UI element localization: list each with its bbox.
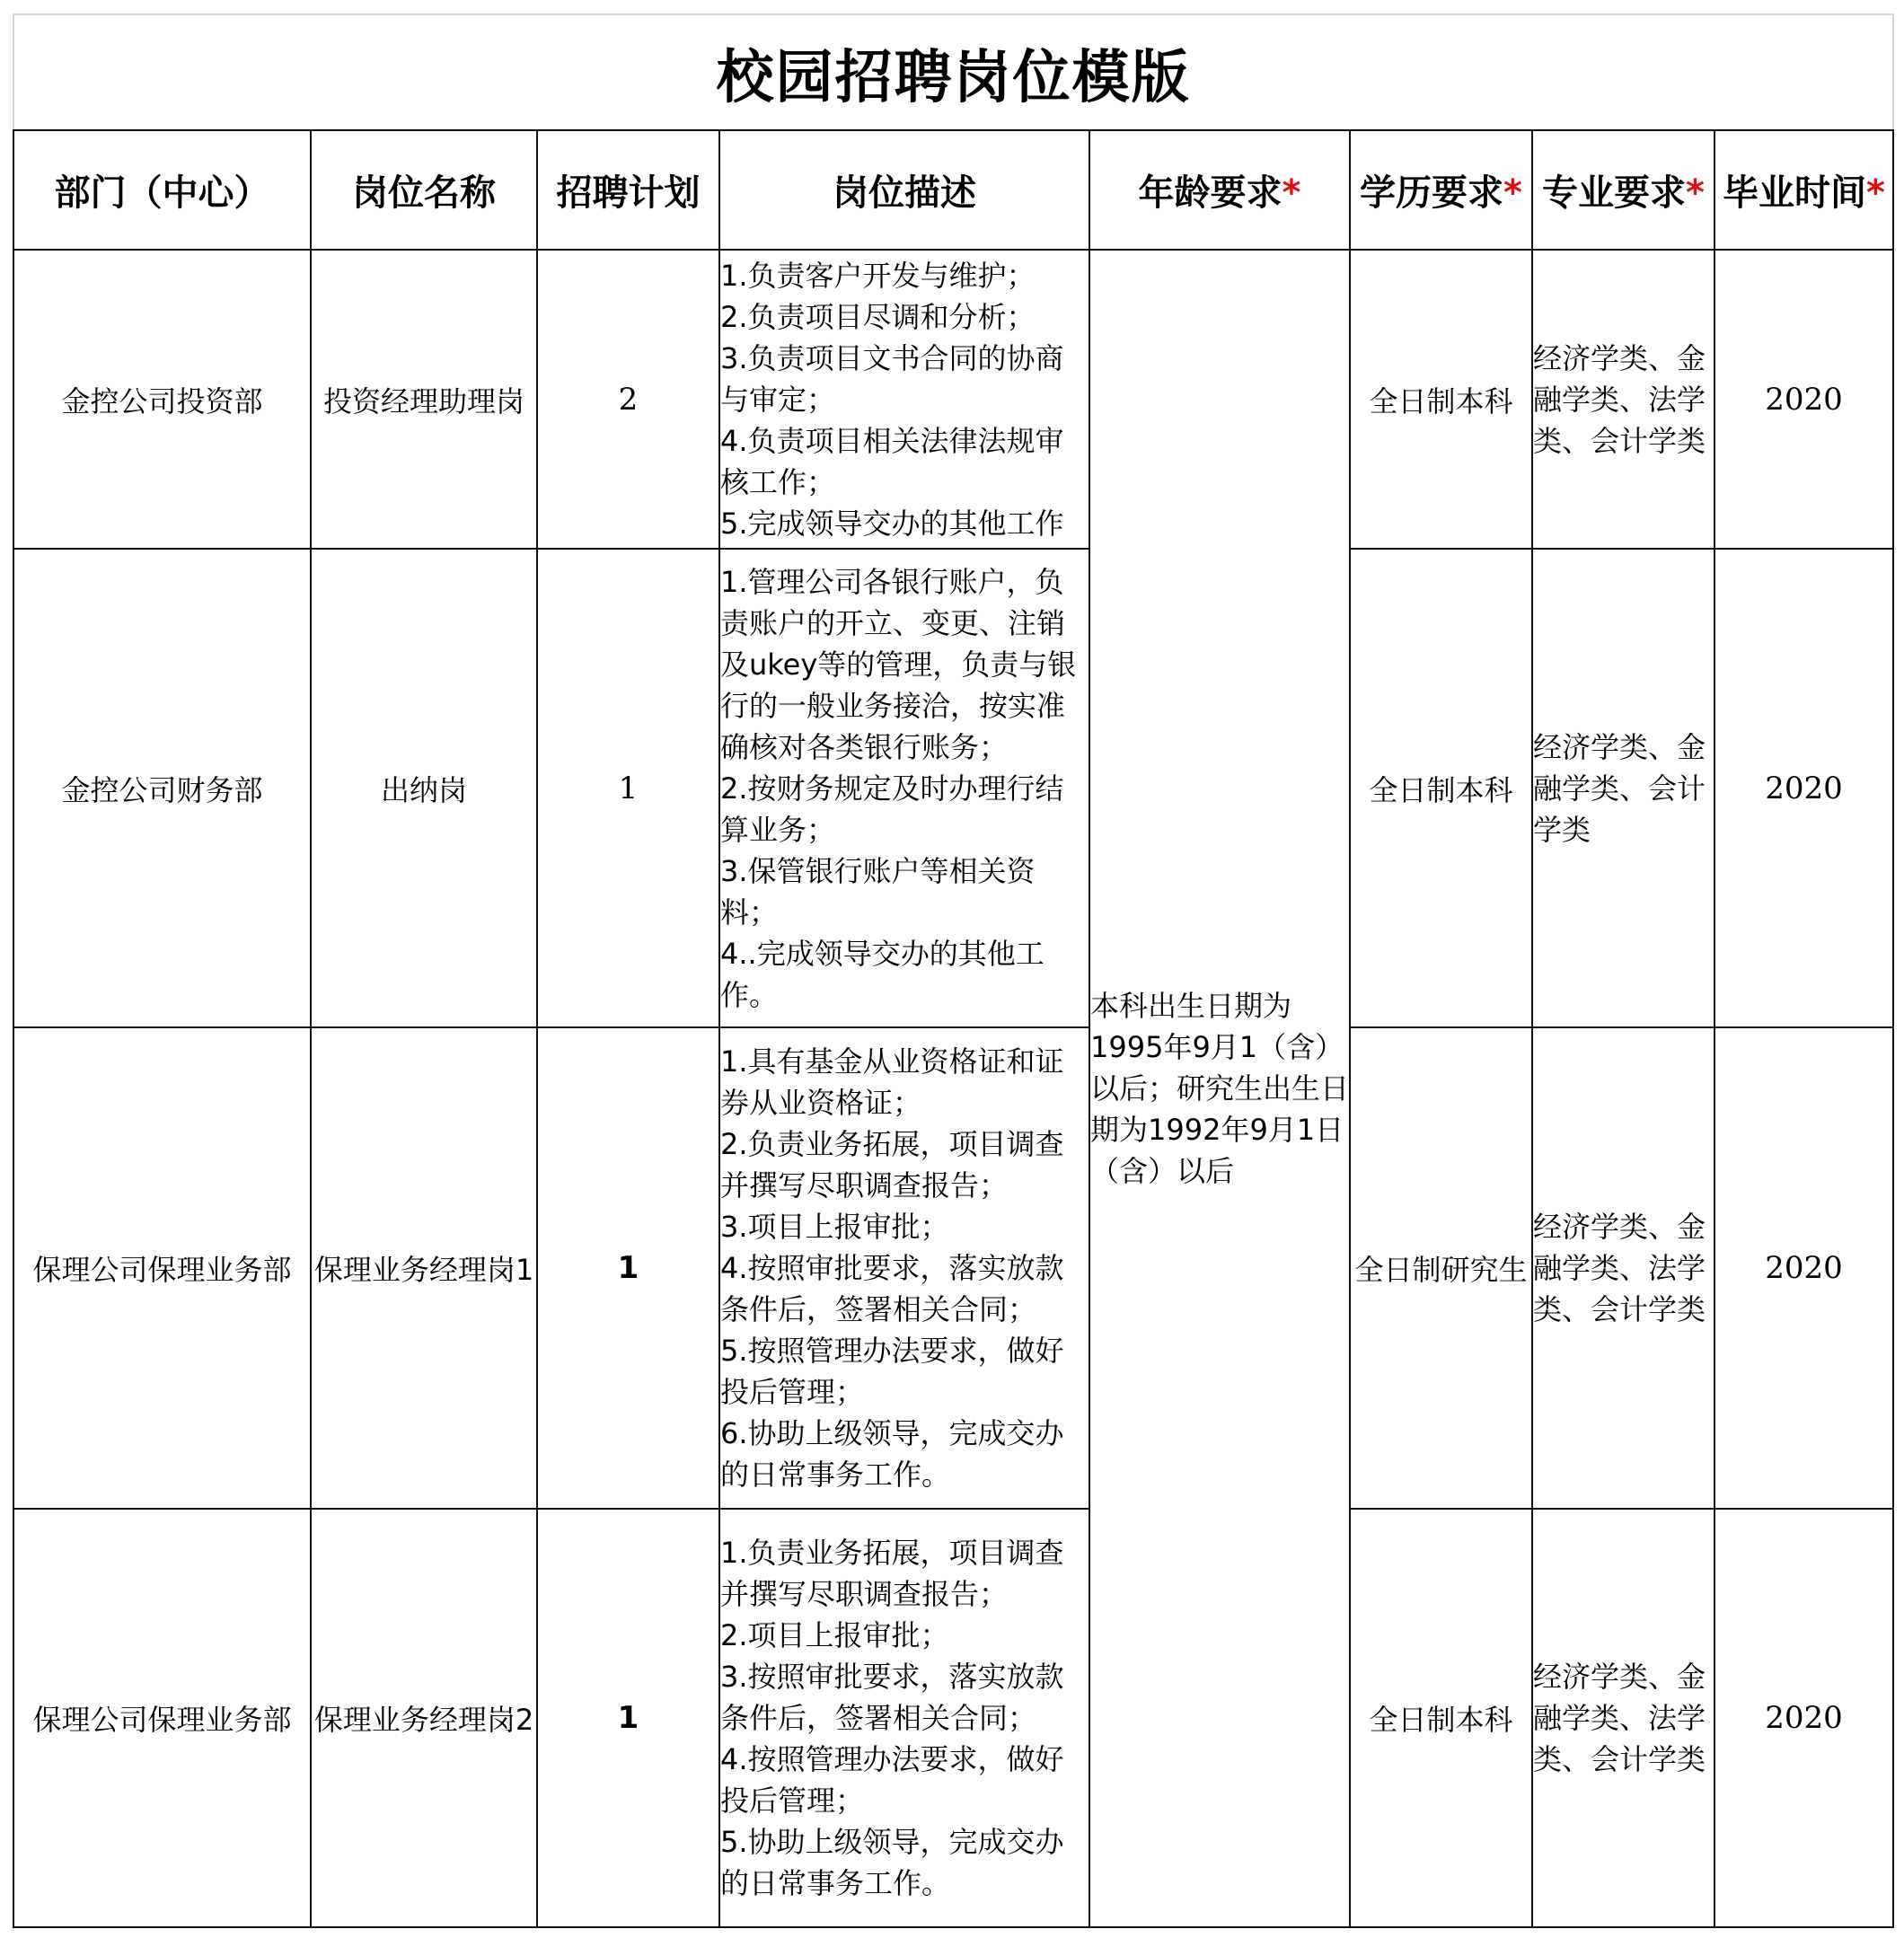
table-row bbox=[13, 1509, 1893, 1927]
description-line: 5.协助上级领导，完成交办的日常事务工作。 bbox=[720, 1825, 1064, 1900]
header-major: 专业要求* bbox=[1532, 130, 1714, 250]
header-graduation: 毕业时间* bbox=[1714, 130, 1893, 250]
position-cell: 投资经理助理岗 bbox=[311, 250, 537, 549]
department-cell: 保理公司保理业务部 bbox=[13, 1027, 311, 1509]
major-cell: 经济学类、金融学类、法学类、会计学类 bbox=[1532, 250, 1714, 549]
major-cell: 经济学类、金融学类、法学类、会计学类 bbox=[1532, 1509, 1714, 1927]
header-plan: 招聘计划 bbox=[537, 130, 719, 250]
graduation-cell: 2020 bbox=[1714, 549, 1893, 1027]
header-department: 部门（中心） bbox=[13, 130, 311, 250]
education-cell: 全日制本科 bbox=[1350, 250, 1532, 549]
description-line: 1.负责客户开发与维护； bbox=[720, 258, 1036, 293]
header-position: 岗位名称 bbox=[311, 130, 537, 250]
header-description: 岗位描述 bbox=[719, 130, 1089, 250]
description-line: 2.按财务规定及时办理行结算业务； bbox=[720, 771, 1064, 847]
description-line: 3.负责项目文书合同的协商与审定； bbox=[720, 340, 1064, 417]
description-cell bbox=[719, 1509, 1089, 1927]
description-line: 5.完成领导交办的其他工作 bbox=[720, 506, 1064, 541]
position-cell: 保理业务经理岗2 bbox=[311, 1509, 537, 1927]
description-cell bbox=[719, 1027, 1089, 1509]
education-cell: 全日制本科 bbox=[1350, 1509, 1532, 1927]
table-row bbox=[13, 250, 1893, 549]
table-row bbox=[13, 1027, 1893, 1509]
description-line: 1.管理公司各银行账户，负责账户的开立、变更、注销及ukey等的管理，负责与银行的一般业务接洽，按实准确核对各类银行账务； bbox=[720, 564, 1077, 764]
description-line: 1.负责业务拓展，项目调查并撰写尽职调查报告； bbox=[720, 1536, 1064, 1611]
required-mark: * bbox=[1282, 172, 1301, 214]
description-line: 2.负责项目尽调和分析； bbox=[720, 299, 1036, 334]
description-line: 4.按照管理办法要求，做好投后管理； bbox=[720, 1742, 1064, 1818]
required-mark: * bbox=[1866, 172, 1885, 214]
recruitment-table bbox=[13, 13, 1894, 1928]
position-cell: 保理业务经理岗1 bbox=[311, 1027, 537, 1509]
description-cell bbox=[719, 250, 1089, 549]
description-line: 6.协助上级领导，完成交办的日常事务工作。 bbox=[720, 1416, 1064, 1492]
education-cell: 全日制本科 bbox=[1350, 549, 1532, 1027]
age-requirement-cell: 本科出生日期为1995年9月1（含）以后；研究生出生日期为1992年9月1日（含）以后 bbox=[1089, 250, 1350, 1927]
department-cell: 金控公司投资部 bbox=[13, 250, 311, 549]
graduation-cell: 2020 bbox=[1714, 250, 1893, 549]
description-line: 5.按照管理办法要求，做好投后管理； bbox=[720, 1334, 1064, 1409]
header-row bbox=[13, 130, 1893, 250]
plan-cell: 1 bbox=[537, 1509, 719, 1927]
description-line: 4.按照审批要求，落实放款条件后，签署相关合同； bbox=[720, 1251, 1064, 1326]
description-line: 1.具有基金从业资格证和证券从业资格证； bbox=[720, 1044, 1064, 1120]
header-age: 年龄要求* bbox=[1089, 130, 1350, 250]
department-cell: 保理公司保理业务部 bbox=[13, 1509, 311, 1927]
description-line: 3.项目上报审批； bbox=[720, 1210, 949, 1244]
education-cell: 全日制研究生 bbox=[1350, 1027, 1532, 1509]
plan-cell: 2 bbox=[537, 250, 719, 549]
major-cell: 经济学类、金融学类、会计学类 bbox=[1532, 549, 1714, 1027]
department-cell: 金控公司财务部 bbox=[13, 549, 311, 1027]
description-line: 3.保管银行账户等相关资料； bbox=[720, 853, 1036, 929]
table-row bbox=[13, 549, 1893, 1027]
position-cell: 出纳岗 bbox=[311, 549, 537, 1027]
plan-cell: 1 bbox=[537, 549, 719, 1027]
graduation-cell: 2020 bbox=[1714, 1027, 1893, 1509]
description-line: 2.负责业务拓展，项目调查并撰写尽职调查报告； bbox=[720, 1127, 1064, 1202]
major-cell: 经济学类、金融学类、法学类、会计学类 bbox=[1532, 1027, 1714, 1509]
description-cell bbox=[719, 549, 1089, 1027]
plan-cell: 1 bbox=[537, 1027, 719, 1509]
description-line: 3.按照审批要求，落实放款条件后，签署相关合同； bbox=[720, 1660, 1064, 1735]
description-line: 4..完成领导交办的其他工作。 bbox=[720, 936, 1045, 1012]
description-line: 2.项目上报审批； bbox=[720, 1618, 949, 1652]
header-education: 学历要求* bbox=[1350, 130, 1532, 250]
graduation-cell: 2020 bbox=[1714, 1509, 1893, 1927]
required-mark: * bbox=[1686, 172, 1705, 214]
table-title: 校园招聘岗位模版 bbox=[13, 14, 1893, 130]
required-mark: * bbox=[1503, 172, 1522, 214]
description-line: 4.负责项目相关法律法规审核工作； bbox=[720, 423, 1064, 499]
